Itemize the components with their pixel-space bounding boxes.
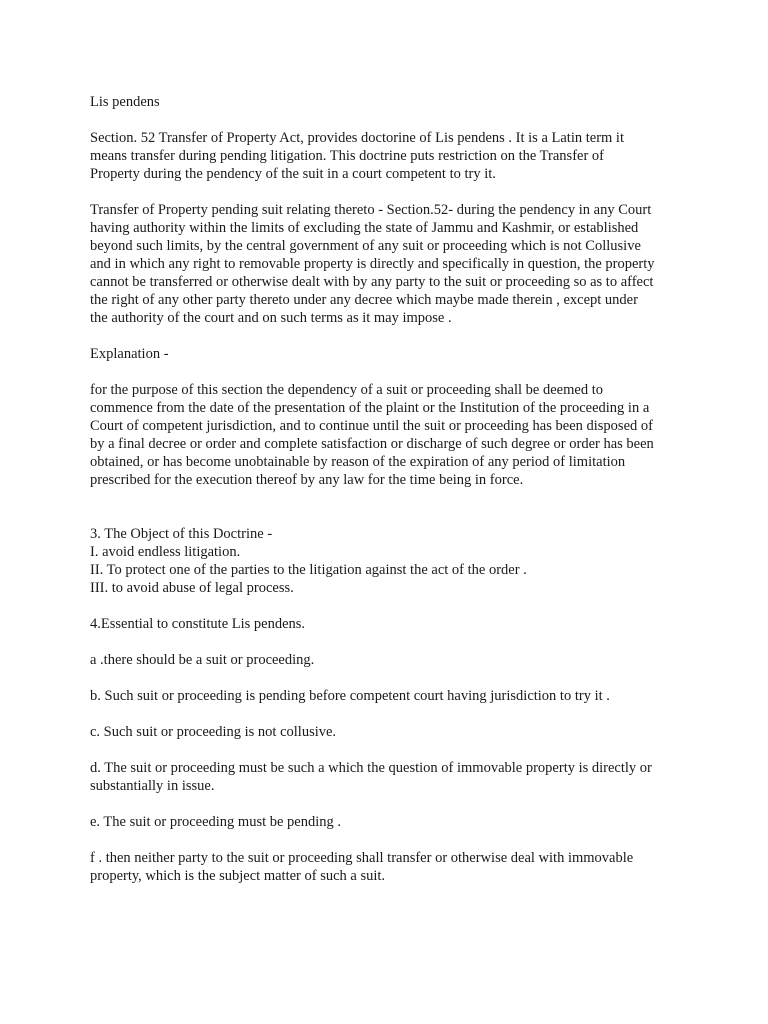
object-item: III. to avoid abuse of legal process.: [90, 580, 294, 596]
intro-paragraph: Section. 52 Transfer of Property Act, provides doctorine of Lis pendens . It is a Latin term it means transfer during pending litigation. This doctrine puts restriction on the Transfer of Property during the pendency of the suit in a court competent to try it.: [90, 130, 624, 182]
object-heading: 3. The Object of this Doctrine -: [90, 526, 273, 542]
essential-item: b. Such suit or proceeding is pending before competent court having jurisdiction to try it .: [90, 688, 610, 704]
object-section: [90, 525, 690, 597]
essential-item: f . then neither party to the suit or proceeding shall transfer or otherwise deal with immovable property, which is the subject matter of such a suit.: [90, 850, 634, 884]
document-page: [90, 93, 690, 903]
essential-item: d. The suit or proceeding must be such a which the question of immovable property is directly or substantially in issue.: [90, 760, 652, 794]
section-paragraph: Transfer of Property pending suit relating thereto - Section.52- during the pendency in any Court having authority within the limits of excluding the state of Jammu and Kashmir, or established beyond such limits, by the central government of any suit or proceeding which is not Collusive and in which any right to removable property is directly and specifically in question, the property cannot be transferred or otherwise dealt with by any party to the suit or proceeding so as to affect the right of any other party thereto under any decree which maybe made therein , except under the authority of the court and on such terms as it may impose .: [90, 202, 655, 326]
explanation-paragraph: for the purpose of this section the dependency of a suit or proceeding shall be deemed to commence from the date of the presentation of the plaint or the Institution of the proceeding in a Court of competent jurisdiction, and to continue until the suit or proceeding has been disposed of by a final decree or order and complete satisfaction or discharge of such degree or order has been obtained, or has become unobtainable by reason of the expiration of any period of limitation prescribed for the execution thereof by any law for the time being in force.: [90, 382, 654, 488]
object-item: I. avoid endless litigation.: [90, 544, 241, 560]
essential-item: a .there should be a suit or proceeding.: [90, 652, 315, 668]
document-title: Lis pendens: [90, 94, 160, 110]
essential-item: e. The suit or proceeding must be pending .: [90, 814, 342, 830]
essentials-heading: 4.Essential to constitute Lis pendens.: [90, 616, 306, 632]
explanation-heading: Explanation -: [90, 346, 169, 362]
object-item: II. To protect one of the parties to the litigation against the act of the order .: [90, 562, 527, 578]
essential-item: c. Such suit or proceeding is not collusive.: [90, 724, 337, 740]
